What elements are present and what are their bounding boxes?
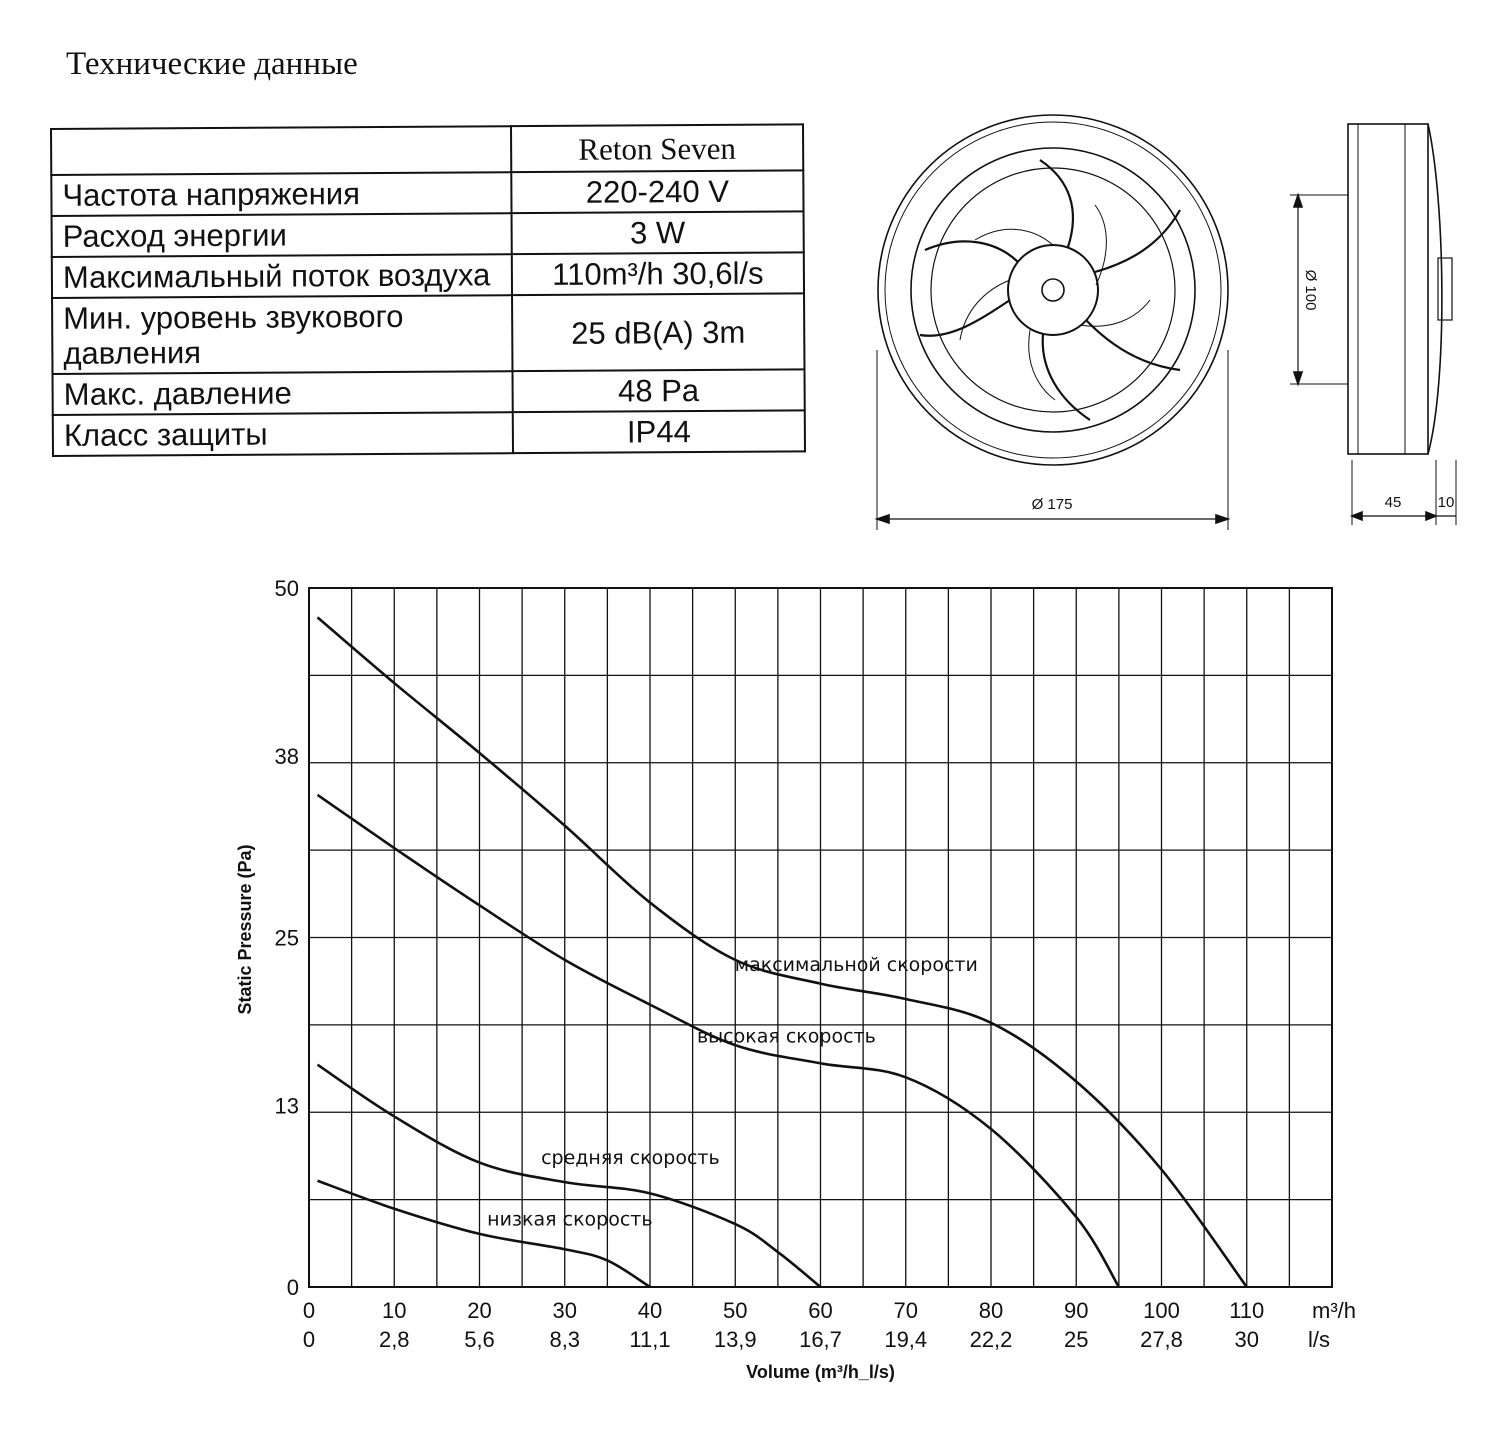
x-tick-label-ls: 11,1 [629,1327,671,1352]
fan-side-view [1290,124,1456,525]
x-unit-m3h: m³/h [1312,1298,1356,1323]
spec-value: 220-240 V [511,170,803,213]
x-tick-label-m3h: 50 [723,1298,748,1323]
front-vanes [920,160,1180,420]
x-tick-label-ls: 13,9 [713,1327,757,1352]
y-tick-label: 0 [286,1275,299,1300]
series-line [318,617,1247,1287]
x-tick-label-m3h: 90 [1064,1298,1089,1323]
x-tick-label-ls: 25 [1064,1327,1089,1352]
y-axis-title: Static Pressure (Pa) [235,844,255,1015]
x-tick-label-ls: 5,6 [464,1327,495,1352]
series-line [318,1181,653,1287]
front-outer-ring-inner [885,122,1221,458]
x-tick-label-m3h: 100 [1143,1298,1180,1323]
side-depth-label: 45 [1384,494,1402,511]
chart-curves [318,617,1247,1287]
x-tick-label-m3h: 40 [637,1298,663,1323]
fan-front-view [877,115,1228,530]
side-body [1348,124,1428,454]
x-tick-label-ls: 16,7 [799,1327,842,1352]
y-tick-label: 38 [274,743,299,769]
x-tick-label-m3h: 10 [382,1298,407,1323]
x-axis-title: Volume (m³/h_l/s) [746,1362,895,1382]
spec-value: 25 dB(A) 3m [512,293,804,371]
series-label: максимальной скорости [734,954,978,977]
x-tick-label-ls: 30 [1234,1327,1259,1352]
series-line [318,1065,821,1287]
x-tick-label-m3h: 110 [1229,1298,1265,1323]
x-tick-label-m3h: 20 [467,1298,492,1323]
model-name: Reton Seven [511,124,803,172]
x-tick-label-m3h: 70 [893,1298,918,1323]
front-hub-center [1042,279,1064,301]
x-tick-label-m3h: 30 [552,1298,577,1323]
x-tick-label-ls: 22,2 [969,1327,1013,1352]
side-front-curve [1428,124,1442,454]
front-hub [1008,245,1098,335]
x-unit-ls: l/s [1308,1327,1330,1352]
x-tick-label-ls: 19,4 [884,1327,928,1352]
side-diameter-label: Ø 100 [1302,269,1319,311]
spec-label: Макс. давление [53,371,513,415]
series-label: средняя скорость [541,1146,720,1169]
plot-frame [309,588,1332,1287]
front-diameter-label: Ø 175 [1031,496,1073,513]
spec-value: 110m³/h 30,6l/s [512,252,804,295]
y-tick-label: 13 [274,1093,299,1119]
spec-label: Частота напряжения [51,172,511,216]
x-tick-label-m3h: 80 [978,1298,1004,1323]
spec-value: 3 W [512,211,804,254]
front-grille-ring [911,148,1195,432]
spec-label: Максимальный поток воздуха [52,254,512,298]
series-label: высокая скорость [696,1025,876,1048]
fan-drawing [0,0,1500,560]
y-tick-label: 50 [274,576,299,601]
front-blades [960,205,1150,400]
side-flange-label: 10 [1437,494,1455,511]
spec-value: IP44 [513,410,805,453]
x-tick-label-ls: 27,8 [1140,1327,1183,1352]
side-spigot [1438,258,1452,320]
spec-label: Расход энергии [52,213,512,257]
chart-labels [235,576,1356,1382]
x-tick-label-ls: 0 [302,1327,316,1352]
series-label: низкая скорость [487,1208,653,1231]
front-inner-ring [931,168,1175,412]
y-tick-label: 25 [274,925,299,951]
spec-label: Класс защиты [53,412,513,456]
spec-label: Мин. уровень звукового давления [52,295,512,374]
chart-grid [309,588,1332,1287]
x-tick-label-m3h: 0 [302,1298,316,1323]
x-tick-label-ls: 2,8 [378,1327,410,1352]
spec-value: 48 Pa [512,369,804,412]
x-tick-label-m3h: 60 [808,1298,833,1323]
series-line [318,795,1119,1287]
page-title: Технические данные [66,46,358,82]
x-tick-label-ls: 8,3 [549,1327,581,1352]
